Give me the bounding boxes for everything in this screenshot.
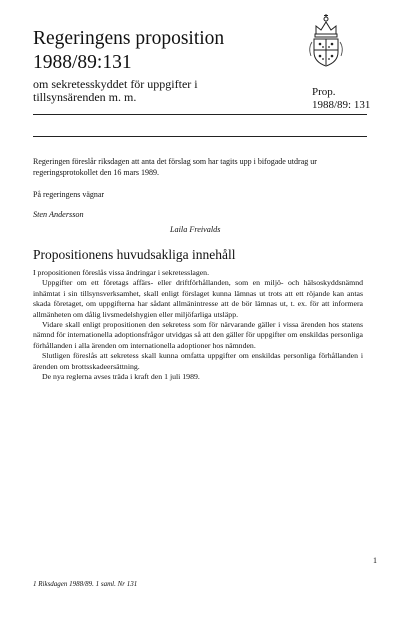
section-heading: Propositionens huvudsakliga innehåll — [33, 247, 236, 262]
body-paragraph-1: I propositionen föreslås vissa ändringar i sekretesslagen. — [33, 268, 210, 277]
page-number: 1 — [373, 556, 377, 565]
subtitle-line-2: tillsynsärenden m. m. — [33, 90, 137, 104]
signature-first: Sten Andersson — [33, 210, 84, 219]
divider-top — [33, 114, 367, 115]
proposition-number: 1988/89:131 — [33, 52, 132, 73]
body-paragraph-3: Vidare skall enligt propositionen den sekretess som för närvarande gäller i vissa ärenden hos statens nämnd för internationella adoptionsfrågor utvidgas så att den gäller för uppgifter om enskildas personliga förhållanden i alla ärenden om internationella adoptioner hos nämnden. — [33, 320, 363, 350]
swedish-royal-crest-icon — [302, 12, 350, 70]
intro-paragraph: Regeringen föreslår riksdagen att anta det förslag som har tagits upp i bifogade utdrag ur regeringsprotokollet den 16 mars 1989. — [33, 157, 317, 177]
body-paragraph-2: Uppgifter om ett företags affärs- eller driftförhållanden, som en miljö- och hälsoskyddsnämnd inhämtat i sin tillsynsverksamhet, skall enligt förslaget kunna lämnas ut trots att ett röjande kan antas skada företaget, om uppgifterna har sådant allmänintresse att de bör lämnas ut, t. ex. för att informera allmänheten om dålig livsmedelshygien eller miljöfarliga utsläpp. — [33, 278, 363, 319]
document-subtitle — [33, 78, 293, 104]
prop-text: Prop. — [312, 86, 336, 98]
body-paragraph-5: De nya reglerna avses träda i kraft den 1 juli 1989. — [42, 372, 200, 382]
section-body — [33, 268, 363, 382]
signature-second: Laila Freivalds — [170, 225, 221, 234]
on-behalf-line: På regeringens vägnar — [33, 190, 105, 199]
document-title: Regeringens proposition — [33, 28, 225, 49]
body-paragraph-4: Slutligen föreslås att sekretess skall kunna omfatta uppgifter om enskildas personliga förhållanden i ärenden om brottsskadeersättning. — [33, 351, 363, 371]
prop-number: 1988/89: 131 — [312, 99, 371, 111]
proposition-label — [312, 86, 370, 112]
footnote: 1 Riksdagen 1988/89. 1 saml. Nr 131 — [33, 580, 138, 588]
divider-second — [33, 136, 367, 137]
subtitle-line-1: om sekretesskyddet för uppgifter i — [33, 77, 198, 91]
